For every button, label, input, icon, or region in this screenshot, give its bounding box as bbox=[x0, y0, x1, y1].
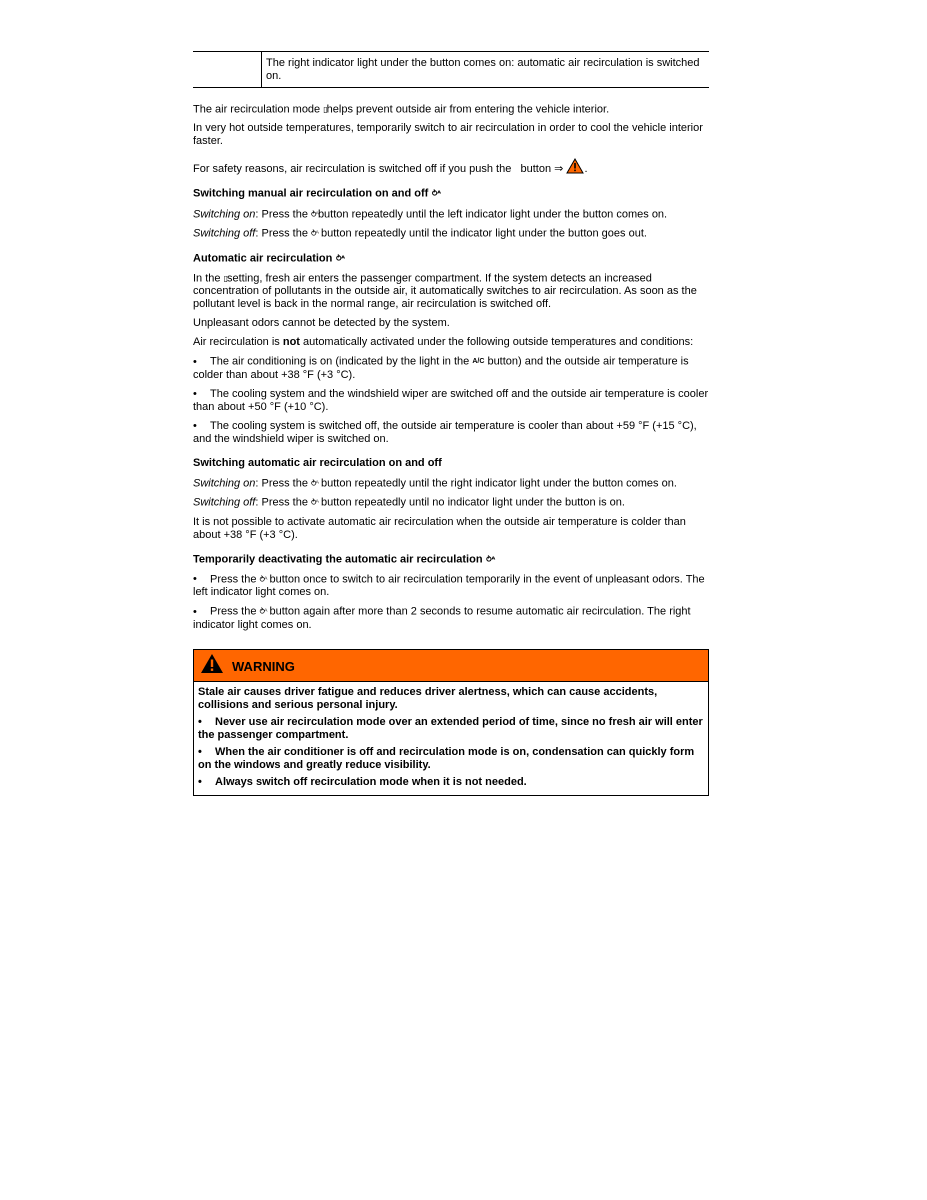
automatic-p3-a: Air recirculation is bbox=[193, 336, 283, 349]
warning-triangle-icon bbox=[566, 158, 584, 174]
temp-deact-bullet-2: • Press the ⥁ᴬ button again after more than 2 seconds to resume automatic air recirculation. The right indicator light comes on. bbox=[193, 605, 691, 631]
automatic-paragraph-2: Unpleasant odors cannot be detected by the system. bbox=[193, 317, 450, 330]
indicator-table bbox=[193, 51, 709, 88]
intro-p3-mid: button ⇒ bbox=[520, 163, 564, 176]
intro-paragraph-3 bbox=[193, 158, 709, 176]
automatic-bullet-3: • The cooling system is switched off, the outside air temperature is cooler than about +59 °F (+15 °C), and the windshield wiper is switched on. bbox=[193, 419, 697, 445]
recirculation-icon: ⥁ᴬ bbox=[259, 607, 267, 617]
warning-header bbox=[194, 650, 708, 682]
intro-p1-end: helps prevent outside air from entering the vehicle interior. bbox=[326, 103, 610, 116]
warning-bullet-1: • Never use air recirculation mode over an extended period of time, since no fresh air will enter the passenger compartment. bbox=[198, 715, 703, 741]
auto-switch-off-label: Switching off bbox=[193, 496, 256, 509]
recirculation-icon: ⥁ᴬ bbox=[311, 498, 318, 508]
manual-off-a: : Press the bbox=[255, 227, 312, 240]
ac-icon: A/C bbox=[472, 358, 485, 366]
warning-b1: Never use air recirculation mode over an extended period of time, since no fresh air will enter the passenger compartment. bbox=[198, 715, 703, 741]
temp-deact-b1-b: button once to switch to air recirculation temporarily in the event of unpleasant odors. The left indicator light comes on. bbox=[193, 573, 705, 599]
auto-switch-note: It is not possible to activate automatic air recirculation when the outside air temperature is colder than about +38 °F (+3 °C). bbox=[193, 515, 686, 541]
warning-triangle-icon bbox=[200, 653, 224, 677]
intro-p3-end: . bbox=[584, 163, 588, 176]
auto-switch-off bbox=[193, 496, 709, 509]
automatic-p3-b: automatically activated under the following outside temperatures and conditions: bbox=[299, 336, 694, 349]
warning-b3: Always switch off recirculation mode when it is not needed. bbox=[215, 775, 527, 788]
intro-p1-start: The air recirculation mode bbox=[193, 103, 324, 116]
manual-off bbox=[193, 227, 709, 240]
intro-paragraph-1 bbox=[193, 103, 709, 116]
manual-off-b: button repeatedly until the indicator light under the button goes out. bbox=[317, 227, 647, 240]
automatic-paragraph-1 bbox=[193, 272, 709, 311]
automatic-p1-b: setting, fresh air enters the passenger compartment. If the system detects an increased concentration of pollutants in the outside air, it automatically switches to air recirculation. As soon as the pollutant level is back in the normal range, air recirculation is switched off. bbox=[193, 272, 697, 311]
recirculation-icon: ⥁ᴬ bbox=[311, 478, 318, 488]
automatic-b1-b: button) and the outside air temperature is colder than about +38 °F (+3 °C). bbox=[193, 355, 689, 381]
automatic-p3-bold: not bbox=[282, 336, 300, 349]
manual-heading-text: Switching manual air recirculation on and off bbox=[193, 187, 429, 200]
automatic-b2: The cooling system and the windshield wiper are switched off and the outside air temperature is cooler than about +50 °F (+10 °C). bbox=[193, 387, 709, 413]
manual-on bbox=[193, 208, 709, 221]
intro-paragraph-2: In very hot outside temperatures, temporarily switch to air recirculation in order to cool the vehicle interior faster. bbox=[193, 122, 703, 148]
auto-switch-off-b: button repeatedly until no indicator light under the button is on. bbox=[317, 496, 625, 509]
warning-box bbox=[193, 649, 709, 796]
recirculation-icon: ⥁ᴬ bbox=[485, 554, 495, 564]
automatic-b3: The cooling system is switched off, the outside air temperature is cooler than about +59 °F (+15 °C), and the windshield wiper is switched on. bbox=[193, 419, 697, 445]
table-text-cell: The right indicator light under the button comes on: automatic air recirculation is switched on. bbox=[266, 57, 700, 82]
automatic-b1-a: The air conditioning is on (indicated by the light in the bbox=[210, 355, 473, 368]
table-empty-cell bbox=[193, 52, 262, 87]
automatic-heading-text: Automatic air recirculation bbox=[193, 252, 333, 265]
manual-page bbox=[193, 51, 709, 796]
temp-deact-b2-a: Press the bbox=[210, 605, 260, 618]
warning-b2: When the air conditioner is off and recirculation mode is on, condensation can quickly form on the windows and greatly reduce visibility. bbox=[198, 745, 695, 771]
manual-on-a: : Press the bbox=[255, 208, 312, 221]
recirculation-icon: ⥁ᴬ bbox=[335, 253, 345, 263]
warning-paragraph: Stale air causes driver fatigue and reduces driver alertness, which can cause accidents, collisions and serious personal injury. bbox=[198, 685, 658, 711]
warning-bullet-3: • Always switch off recirculation mode when it is not needed. bbox=[198, 775, 527, 788]
manual-off-label: Switching off bbox=[193, 227, 256, 240]
manual-on-label: Switching on bbox=[193, 208, 256, 221]
warning-bullet-2: • When the air conditioner is off and recirculation mode is on, condensation can quickly form on the windows and greatly reduce visibility. bbox=[198, 745, 695, 771]
automatic-paragraph-3 bbox=[193, 336, 709, 349]
automatic-heading bbox=[193, 252, 709, 265]
temp-deact-b1-a: Press the bbox=[210, 573, 260, 586]
automatic-p1-a: In the bbox=[193, 272, 224, 285]
recirculation-icon: ⥁ᴬ bbox=[311, 209, 318, 219]
auto-switch-off-a: : Press the bbox=[255, 496, 312, 509]
auto-switch-on-b: button repeatedly until the right indicator light under the button comes on. bbox=[317, 477, 677, 490]
temp-deact-heading-text: Temporarily deactivating the automatic air recirculation bbox=[193, 553, 483, 566]
manual-heading bbox=[193, 187, 709, 200]
fresh-air-icon: ▯ bbox=[323, 105, 327, 114]
auto-switch-on bbox=[193, 477, 709, 490]
temp-deact-b2-b: button again after more than 2 seconds to resume automatic air recirculation. The right indicator light comes on. bbox=[193, 605, 691, 631]
temp-deact-bullet-1: • Press the ⥁ᴬ button once to switch to air recirculation temporarily in the event of unpleasant odors. The left indicator light comes on. bbox=[193, 573, 705, 599]
auto-switch-on-a: : Press the bbox=[255, 477, 312, 490]
fresh-air-icon: ▯ bbox=[223, 274, 227, 284]
auto-switch-heading: Switching automatic air recirculation on and off bbox=[193, 456, 442, 469]
automatic-bullet-2: • The cooling system and the windshield wiper are switched off and the outside air temperature is cooler than about +50 °F (+10 °C). bbox=[193, 387, 709, 413]
recirculation-icon: ⥁ᴬ bbox=[259, 575, 267, 585]
recirculation-icon: ⥁ᴬ bbox=[311, 229, 318, 239]
warning-body bbox=[194, 682, 708, 795]
auto-switch-on-label: Switching on bbox=[193, 477, 256, 490]
recirculation-icon: ⥁ᴬ bbox=[431, 189, 440, 199]
warning-title: WARNING bbox=[232, 658, 295, 674]
temp-deact-heading bbox=[193, 553, 709, 566]
intro-p3-start: For safety reasons, air recirculation is switched off if you push the bbox=[193, 163, 512, 176]
manual-on-b: button repeatedly until the left indicator light under the button comes on. bbox=[317, 208, 668, 221]
automatic-bullet-1: • The air conditioning is on (indicated by the light in the A/C button) and the outside air temperature is colder than about +38 °F (+3 °C). bbox=[193, 355, 689, 381]
